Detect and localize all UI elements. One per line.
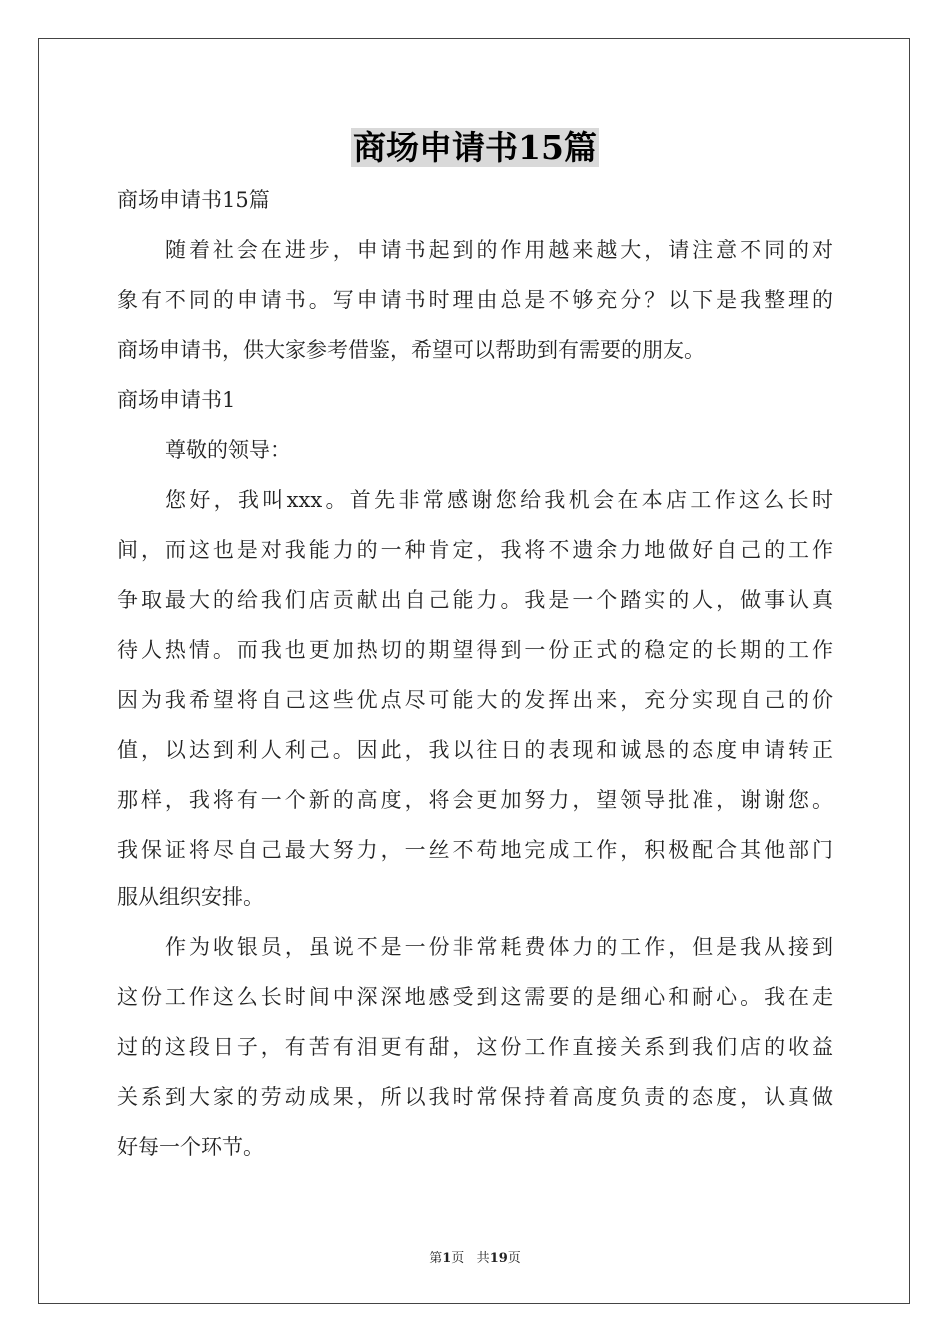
body-line: 随着社会在进步，申请书起到的作用越来越大，请注意不同的对 [165,238,833,262]
body-line: 过的这段日子，有苦有泪更有甜，这份工作直接关系到我们店的收益 [117,1035,833,1059]
body-line: 我保证将尽自己最大努力，一丝不苟地完成工作，积极配合其他部门 [117,838,833,862]
body-line: 那样，我将有一个新的高度，将会更加努力，望领导批准，谢谢您。 [117,788,833,812]
body-line: 这份工作这么长时间中深深地感受到这需要的是细心和耐心。我在走 [117,985,833,1009]
footer-page-unit: 页 [451,1251,465,1266]
body-line: 因为我希望将自己这些优点尽可能大的发挥出来，充分实现自己的价 [117,688,833,712]
footer-page-prefix: 第 [429,1251,443,1266]
body-line: 争取最大的给我们店贡献出自己能力。我是一个踏实的人，做事认真 [117,588,833,612]
body-line: 商场申请书15篇 [117,188,270,212]
body-line: 象有不同的申请书。写申请书时理由总是不够充分？以下是我整理的 [117,288,833,312]
document-title [0,122,950,169]
body-line: 您好，我叫xxx。首先非常感谢您给我机会在本店工作这么长时 [165,488,833,512]
footer-total-pages: 19 [489,1251,508,1266]
body-line: 商场申请书，供大家参考借鉴，希望可以帮助到有需要的朋友。 [117,338,705,362]
body-line: 作为收银员，虽说不是一份非常耗费体力的工作，但是我从接到 [165,935,833,959]
body-line: 值，以达到利人利己。因此，我以往日的表现和诚恳的态度申请转正 [117,738,833,762]
page-border [38,38,910,1304]
body-line: 好每一个环节。 [117,1135,264,1159]
body-line: 间，而这也是对我能力的一种肯定，我将不遗余力地做好自己的工作 [117,538,833,562]
document-title-text: 商场申请书15篇 [353,128,597,167]
footer-total-prefix: 共 [476,1251,490,1266]
footer-total-unit: 页 [507,1251,521,1266]
page-footer [0,1247,950,1266]
footer-page-number: 1 [442,1251,452,1266]
body-line: 待人热情。而我也更加热切的期望得到一份正式的稳定的长期的工作 [117,638,833,662]
body-line: 服从组织安排。 [117,885,264,909]
body-line: 尊敬的领导： [165,438,291,462]
body-line: 商场申请书1 [117,388,236,412]
body-line: 关系到大家的劳动成果，所以我时常保持着高度负责的态度，认真做 [117,1085,833,1109]
